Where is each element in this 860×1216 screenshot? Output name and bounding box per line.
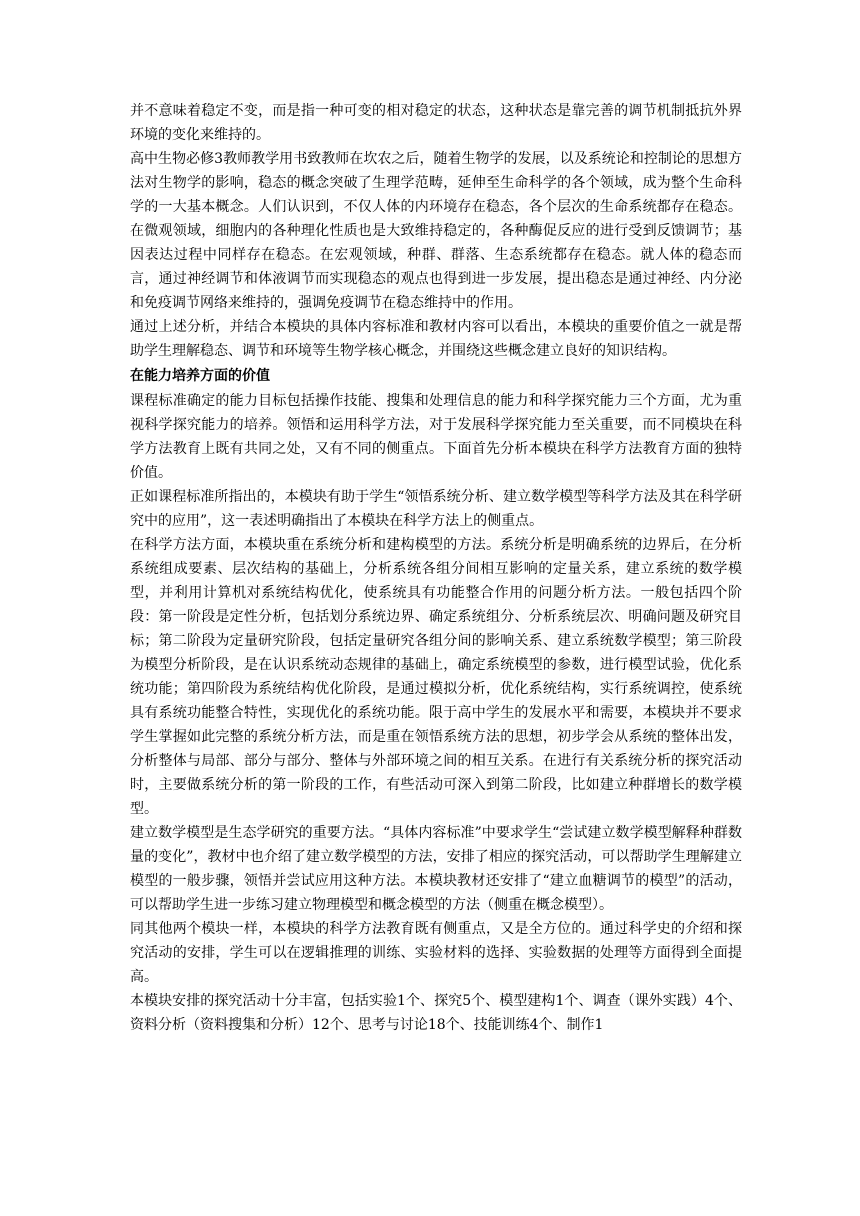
paragraph-system-analysis: 在科学方法方面，本模块重在系统分析和建构模型的方法。系统分析是明确系统的边界后，在分析系统组成要素、层次结构的基础上，分析系统各组分间相互影响的定量关系，建立系统的数学模型，并利用计算机对系统结构优化，使系统具有功能整合作用的问题分析方法。一般包括四个阶段：第一阶段是定性分析，包括划分系统边界、确定系统组分、分析系统层次、明确问题及研究目标；第二阶段为定量研究阶段，包括定量研究各组分间的影响关系、建立系统数学模型；第三阶段为模型分析阶段，是在认识系统动态规律的基础上，确定系统模型的参数，进行模型试验，优化系统功能；第四阶段为系统结构优化阶段，是通过模拟分析，优化系统结构，实行系统调控，使系统具有系统功能整合特性，实现优化的系统功能。限于高中学生的发展水平和需要，本模块并不要求学生掌握如此完整的系统分析方法，而是重在领悟系统方法的思想，初步学会从系统的整体出发，分析整体与局部、部分与部分、整体与外部环境之间的相互关系。在进行有关系统分析的探究活动时，主要做系统分析的第一阶段的工作，有些活动可深入到第二阶段，比如建立种群增长的数学模型。 — [130, 537, 742, 817]
paragraph-homeostasis-concept-extension: 高中生物必修3教师教学用书致教师在坎农之后，随着生物学的发展，以及系统论和控制论的思想方法对生物学的影响，稳态的概念突破了生理学范畴，延伸至生命科学的各个领域，成为整个生命科学的一大基本概念。人们认识到，不仅人体的内环境存在稳态，各个层次的生命系统都存在稳态。在微观领域，细胞内的各种理化性质也是大致维持稳定的，各种酶促反应的进行受到反馈调节；基因表达过程中同样存在稳态。在宏观领域，种群、群落、生态系统都存在稳态。就人体的稳态而言，通过神经调节和体液调节而实现稳态的观点也得到进一步发展，提出稳态是通过神经、内分泌和免疫调节网络来维持的，强调免疫调节在稳态维持中的作用。 — [130, 151, 742, 311]
section-heading-ability-value: 在能力培养方面的价值 — [130, 368, 270, 384]
paragraph-ability-goals: 课程标准确定的能力目标包括操作技能、搜集和处理信息的能力和科学探究能力三个方面，尤为重视科学探究能力的培养。领悟和运用科学方法，对于发展科学探究能力至关重要，而不同模块在科学方法教育上既有共同之处，又有不同的侧重点。下面首先分析本模块在科学方法教育方面的独特价值。 — [130, 393, 742, 481]
paragraph-method-education: 同其他两个模块一样，本模块的科学方法教育既有侧重点，又是全方位的。通过科学史的介绍和探究活动的安排，学生可以在逻辑推理的训练、实验材料的选择、实验数据的处理等方面得到全面提高。 — [130, 921, 742, 985]
paragraph-math-modeling: 建立数学模型是生态学研究的重要方法。“具体内容标准”中要求学生“尝试建立数学模型解释种群数量的变化”，教材中也介绍了建立数学模型的方法，安排了相应的探究活动，可以帮助学生理解建立模型的一般步骤，领悟并尝试应用这种方法。本模块教材还安排了“建立血糖调节的模型”的活动，可以帮助学生进一步练习建立物理模型和概念模型的方法（侧重在概念模型）。 — [130, 825, 742, 913]
paragraph-module-value-summary: 通过上述分析，并结合本模块的具体内容标准和教材内容可以看出，本模块的重要价值之一就是帮助学生理解稳态、调节和环境等生物学核心概念，并围绕这些概念建立良好的知识结构。 — [130, 319, 742, 359]
paragraph-inquiry-activities: 本模块安排的探究活动十分丰富，包括实验1个、探究5个、模型建构1个、调查（课外实践）4个、资料分析（资料搜集和分析）12个、思考与讨论18个、技能训练4个、制作1 — [130, 993, 742, 1033]
paragraph-curriculum-standard: 正如课程标准所指出的，本模块有助于学生“领悟系统分析、建立数学模型等科学方法及其在科学研究中的应用”，这一表述明确指出了本模块在科学方法上的侧重点。 — [130, 489, 742, 529]
document-page — [130, 99, 742, 1037]
paragraph-homeostasis-definition: 并不意味着稳定不变，而是指一种可变的相对稳定的状态，这种状态是靠完善的调节机制抵抗外界环境的变化来维持的。 — [130, 103, 742, 143]
